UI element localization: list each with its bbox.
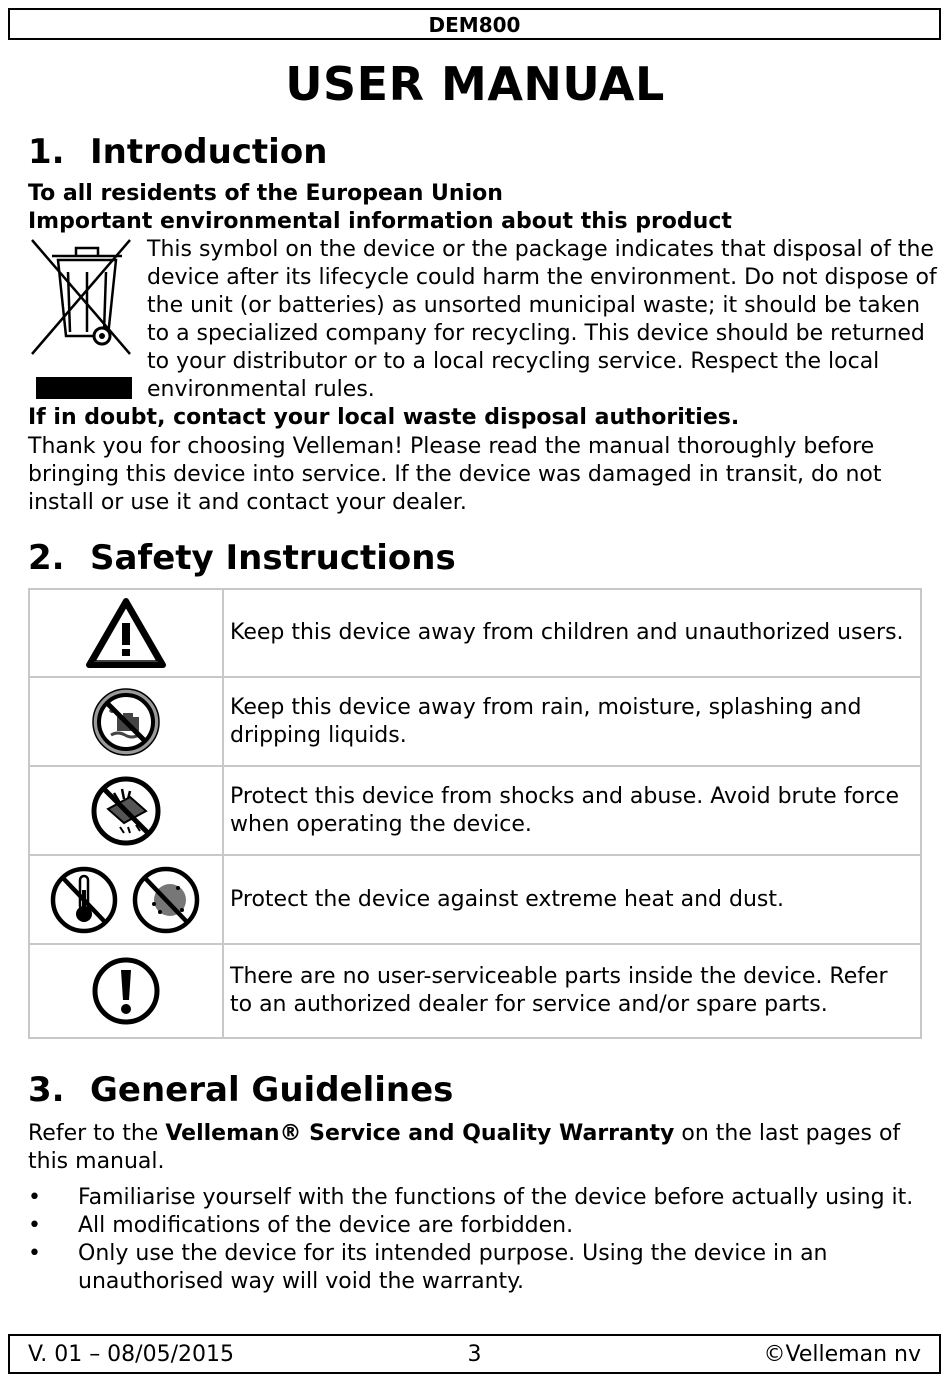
section-1-number: 1. xyxy=(28,132,65,172)
no-heat-dust-icon xyxy=(50,864,202,936)
eu-residents-line: To all residents of the European Union xyxy=(28,181,503,206)
warning-triangle-icon xyxy=(85,597,167,669)
safety-text: There are no user-serviceable parts inside the device. Refer to an authorized dealer for service and/or spare parts. xyxy=(223,944,921,1038)
section-3-title: General Guidelines xyxy=(90,1070,454,1110)
safety-table xyxy=(28,588,922,1039)
warranty-name: Velleman® Service and Quality Warranty xyxy=(165,1121,675,1146)
safety-icon-cell xyxy=(29,677,223,766)
list-item: • All modifications of the device are forbidden. xyxy=(28,1213,574,1238)
safety-icon-cell xyxy=(29,766,223,855)
safety-icon-cell xyxy=(29,589,223,677)
safety-row xyxy=(29,677,921,766)
header-model: DEM800 xyxy=(8,8,941,40)
warranty-intro: Refer to the xyxy=(28,1121,166,1146)
no-heat-icon xyxy=(53,869,115,931)
safety-icon-cell xyxy=(29,944,223,1038)
footer xyxy=(8,1334,941,1374)
warranty-reference xyxy=(28,1120,928,1176)
guidelines-list xyxy=(28,1184,928,1296)
environmental-info-line: Important environmental information about this product xyxy=(28,209,732,234)
bullet-icon: • xyxy=(28,1213,41,1238)
safety-icon-cell xyxy=(29,855,223,944)
weee-description: This symbol on the device or the package indicates that disposal of the device after its lifecycle could harm the environment. Do not dispose of the unit (or batteries) as unsorted municipal waste; it should be taken to a specialized company for recycling. This device should be returned to your distributor or to a local recycling service. Respect the local environmental rules. xyxy=(147,237,937,402)
section-1-heading xyxy=(28,132,327,172)
section-2-number: 2. xyxy=(28,538,65,578)
safety-text: Keep this device away from children and unauthorized users. xyxy=(223,589,921,677)
attention-icon xyxy=(91,956,161,1026)
weee-bin-icon xyxy=(28,236,134,404)
safety-row xyxy=(29,766,921,855)
list-item: • Only use the device for its intended purpose. Using the device in an unauthorised way will void the warranty. xyxy=(28,1241,828,1294)
safety-text: Keep this device away from rain, moisture, splashing and dripping liquids. xyxy=(223,677,921,766)
bullet-icon: • xyxy=(28,1241,41,1266)
no-moisture-icon xyxy=(91,687,161,757)
no-shock-icon xyxy=(90,775,162,847)
section-3-number: 3. xyxy=(28,1070,65,1110)
no-dust-icon xyxy=(135,869,197,931)
section-3-heading xyxy=(28,1070,453,1110)
page-title: USER MANUAL xyxy=(285,57,665,111)
thanks-paragraph: Thank you for choosing Velleman! Please read the manual thoroughly before bringing this device into service. If the device was damaged in transit, do not install or use it and contact your dealer. xyxy=(28,434,882,515)
section-1-title: Introduction xyxy=(90,132,328,172)
list-item: • Familiarise yourself with the functions of the device before actually using it. xyxy=(28,1185,914,1210)
safety-row xyxy=(29,944,921,1038)
safety-row xyxy=(29,855,921,944)
footer-version: V. 01 – 08/05/2015 xyxy=(28,1342,234,1367)
safety-text: Protect the device against extreme heat and dust. xyxy=(223,855,921,944)
footer-copyright: ©Velleman nv xyxy=(763,1342,921,1367)
doubt-contact-line: If in doubt, contact your local waste disposal authorities. xyxy=(28,405,740,430)
safety-row xyxy=(29,589,921,677)
bullet-icon: • xyxy=(28,1185,41,1210)
section-2-title: Safety Instructions xyxy=(90,538,456,578)
safety-text: Protect this device from shocks and abuse. Avoid brute force when operating the device. xyxy=(223,766,921,855)
section-2-heading xyxy=(28,538,456,578)
warranty-outro: on the last pages of this manual. xyxy=(28,1121,901,1174)
footer-page-number: 3 xyxy=(467,1342,482,1367)
